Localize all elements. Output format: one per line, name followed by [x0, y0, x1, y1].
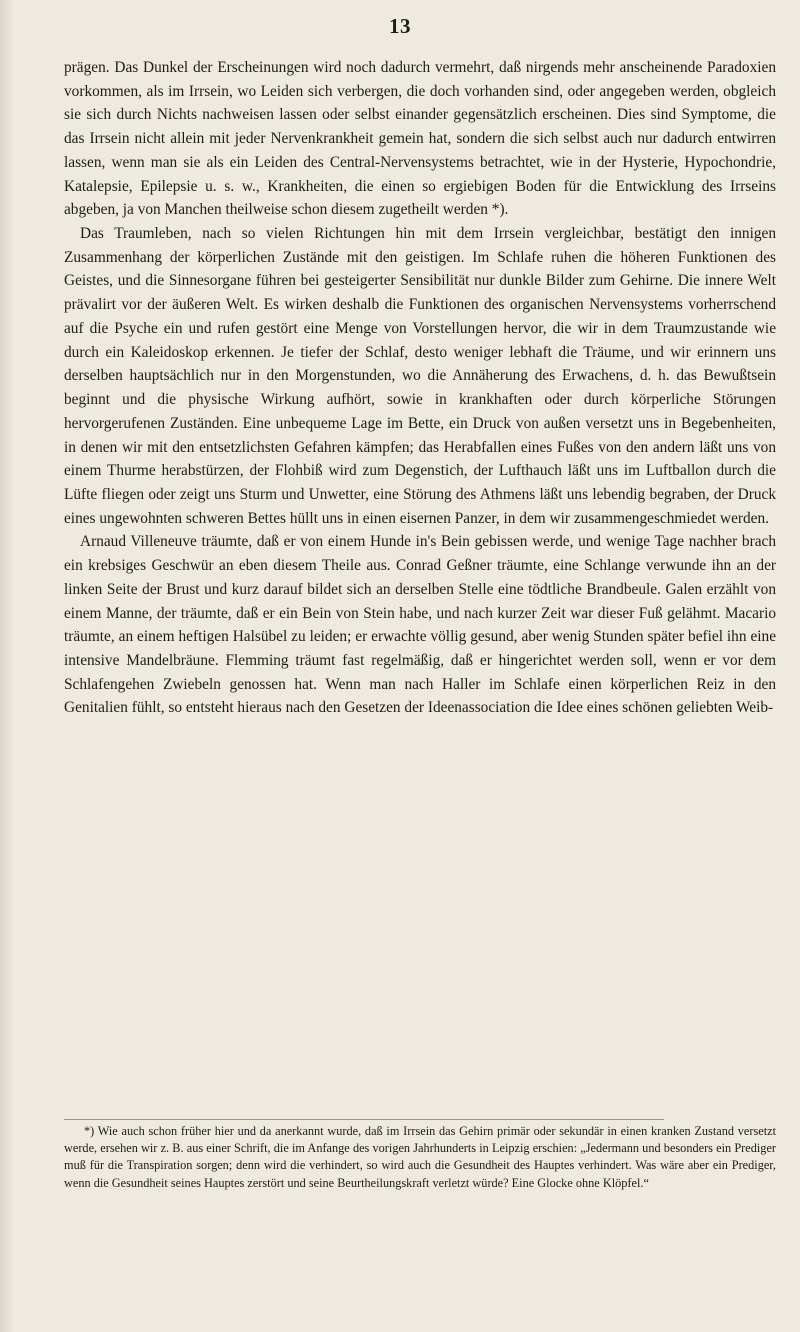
footnote-text: *) Wie auch schon früher hier und da anerkannt wurde, daß im Irrsein das Gehirn primär oder sekundär in einen kranken Zustand versetzt werde, ersehen wir z. B. aus einer Schrift, die im Anfange des vorigen Jahrhunderts in Leipzig erschien: „Jedermann und besonders ein Prediger muß für die Transpiration sorgen; denn wird die verhindert, so wird auch die Gesundheit des Hauptes verhindert. Was wäre aber ein Prediger, wenn die Gesundheit seines Hauptes zerstört und seine Beurtheilungskraft verletzt würde? Eine Glocke ohne Klöpfel.“: [64, 1124, 776, 1190]
footnote-divider: [64, 1119, 664, 1120]
page-edge-shadow: [0, 0, 14, 1332]
paragraph-2: Das Traumleben, nach so vielen Richtungen hin mit dem Irrsein vergleichbar, bestätigt den innigen Zusammenhang der körperlichen Zustände mit den geistigen. Im Schlafe ruhen die höheren Funktionen des Geistes, und die Sinnesorgane führen bei gesteigerter Sensibilität nur dunkle Bilder zum Gehirne. Die innere Welt prävalirt vor der äußeren Welt. Es wirken deshalb die Funktionen des organischen Nervensystems vorherrschend auf die Psyche ein und rufen gestört eine Menge von Vorstellungen hervor, die wir in dem Traumzustande wie durch ein Kaleidoskop erkennen. Je tiefer der Schlaf, desto weniger lebhaft die Träume, und wir erinnern uns derselben hauptsächlich nur in den Morgenstunden, wo die Annäherung des Erwachens, d. h. das Bewußtsein beginnt und die physische Wirkung aufhört, sowie in krankhaften oder durch körperliche Störungen hervorgerufenen Zuständen. Eine unbequeme Lage im Bette, ein Druck von außen versetzt uns in Begebenheiten, in denen wir mit den entsetzlichsten Gefahren kämpfen; das Herabfallen eines Fußes von den andern läßt uns von einem Thurme herabstürzen, der Flohbiß wird zum Degenstich, der Lufthauch läßt uns im Luftballon durch die Lüfte fliegen oder zeigt uns Sturm und Unwetter, eine Störung des Athmens läßt uns lebendig begraben, der Druck eines ungewohnten schweren Bettes hüllt uns in einen eisernen Panzer, in dem wir zusammengeschmiedet werden.: [64, 225, 776, 527]
body-text: [64, 56, 776, 720]
paragraph-1: prägen. Das Dunkel der Erscheinungen wird noch dadurch vermehrt, daß nirgends mehr anscheinende Paradoxien vorkommen, als im Irrsein, wo Leiden sich verbergen, die doch vorhanden sind, oder angegeben werden, obgleich sie sich durch Nichts nachweisen lassen oder selbst einander gegensätzlich erscheinen. Dies sind Symptome, die das Irrsein nicht allein mit jeder Nervenkrankheit gemein hat, sondern die sich selbst auch nur dadurch entwirren lassen, wenn man sie als ein Leiden des Central-Nervensystems betrachtet, wie in der Hysterie, Hypochondrie, Katalepsie, Epilepsie u. s. w., Krankheiten, die einen so ergiebigen Boden für die Entwicklung des Irrseins abgeben, ja von Manchen theilweise schon diesem zugetheilt werden *).: [64, 59, 776, 219]
footnote: [64, 1123, 776, 1192]
paragraph-3: Arnaud Villeneuve träumte, daß er von einem Hunde in's Bein gebissen werde, und wenige Tage nachher brach ein krebsiges Geschwür an eben diesem Theile aus. Conrad Geßner träumte, eine Schlange verwunde ihn an der linken Seite der Brust und kurz darauf bildet sich an derselben Stelle eine tödtliche Brandbeule. Galen erzählt von einem Manne, der träumte, daß er ein Bein von Stein habe, und nach kurzer Zeit war dieser Fuß gelähmt. Macario träumte, an einem heftigen Halsübel zu leiden; er erwachte völlig gesund, aber wenig Stunden später befiel ihn eine intensive Mandelbräune. Flemming träumt fast regelmäßig, daß er hingerichtet werden soll, wenn er vor dem Schlafengehen Zwiebeln genossen hat. Wenn man nach Haller im Schlafe einen körperlichen Reiz in den Genitalien fühlt, so entsteht hieraus nach den Gesetzen der Ideenassociation die Idee eines schönen geliebten Weib-: [64, 533, 776, 717]
page-number: 13: [389, 14, 411, 38]
